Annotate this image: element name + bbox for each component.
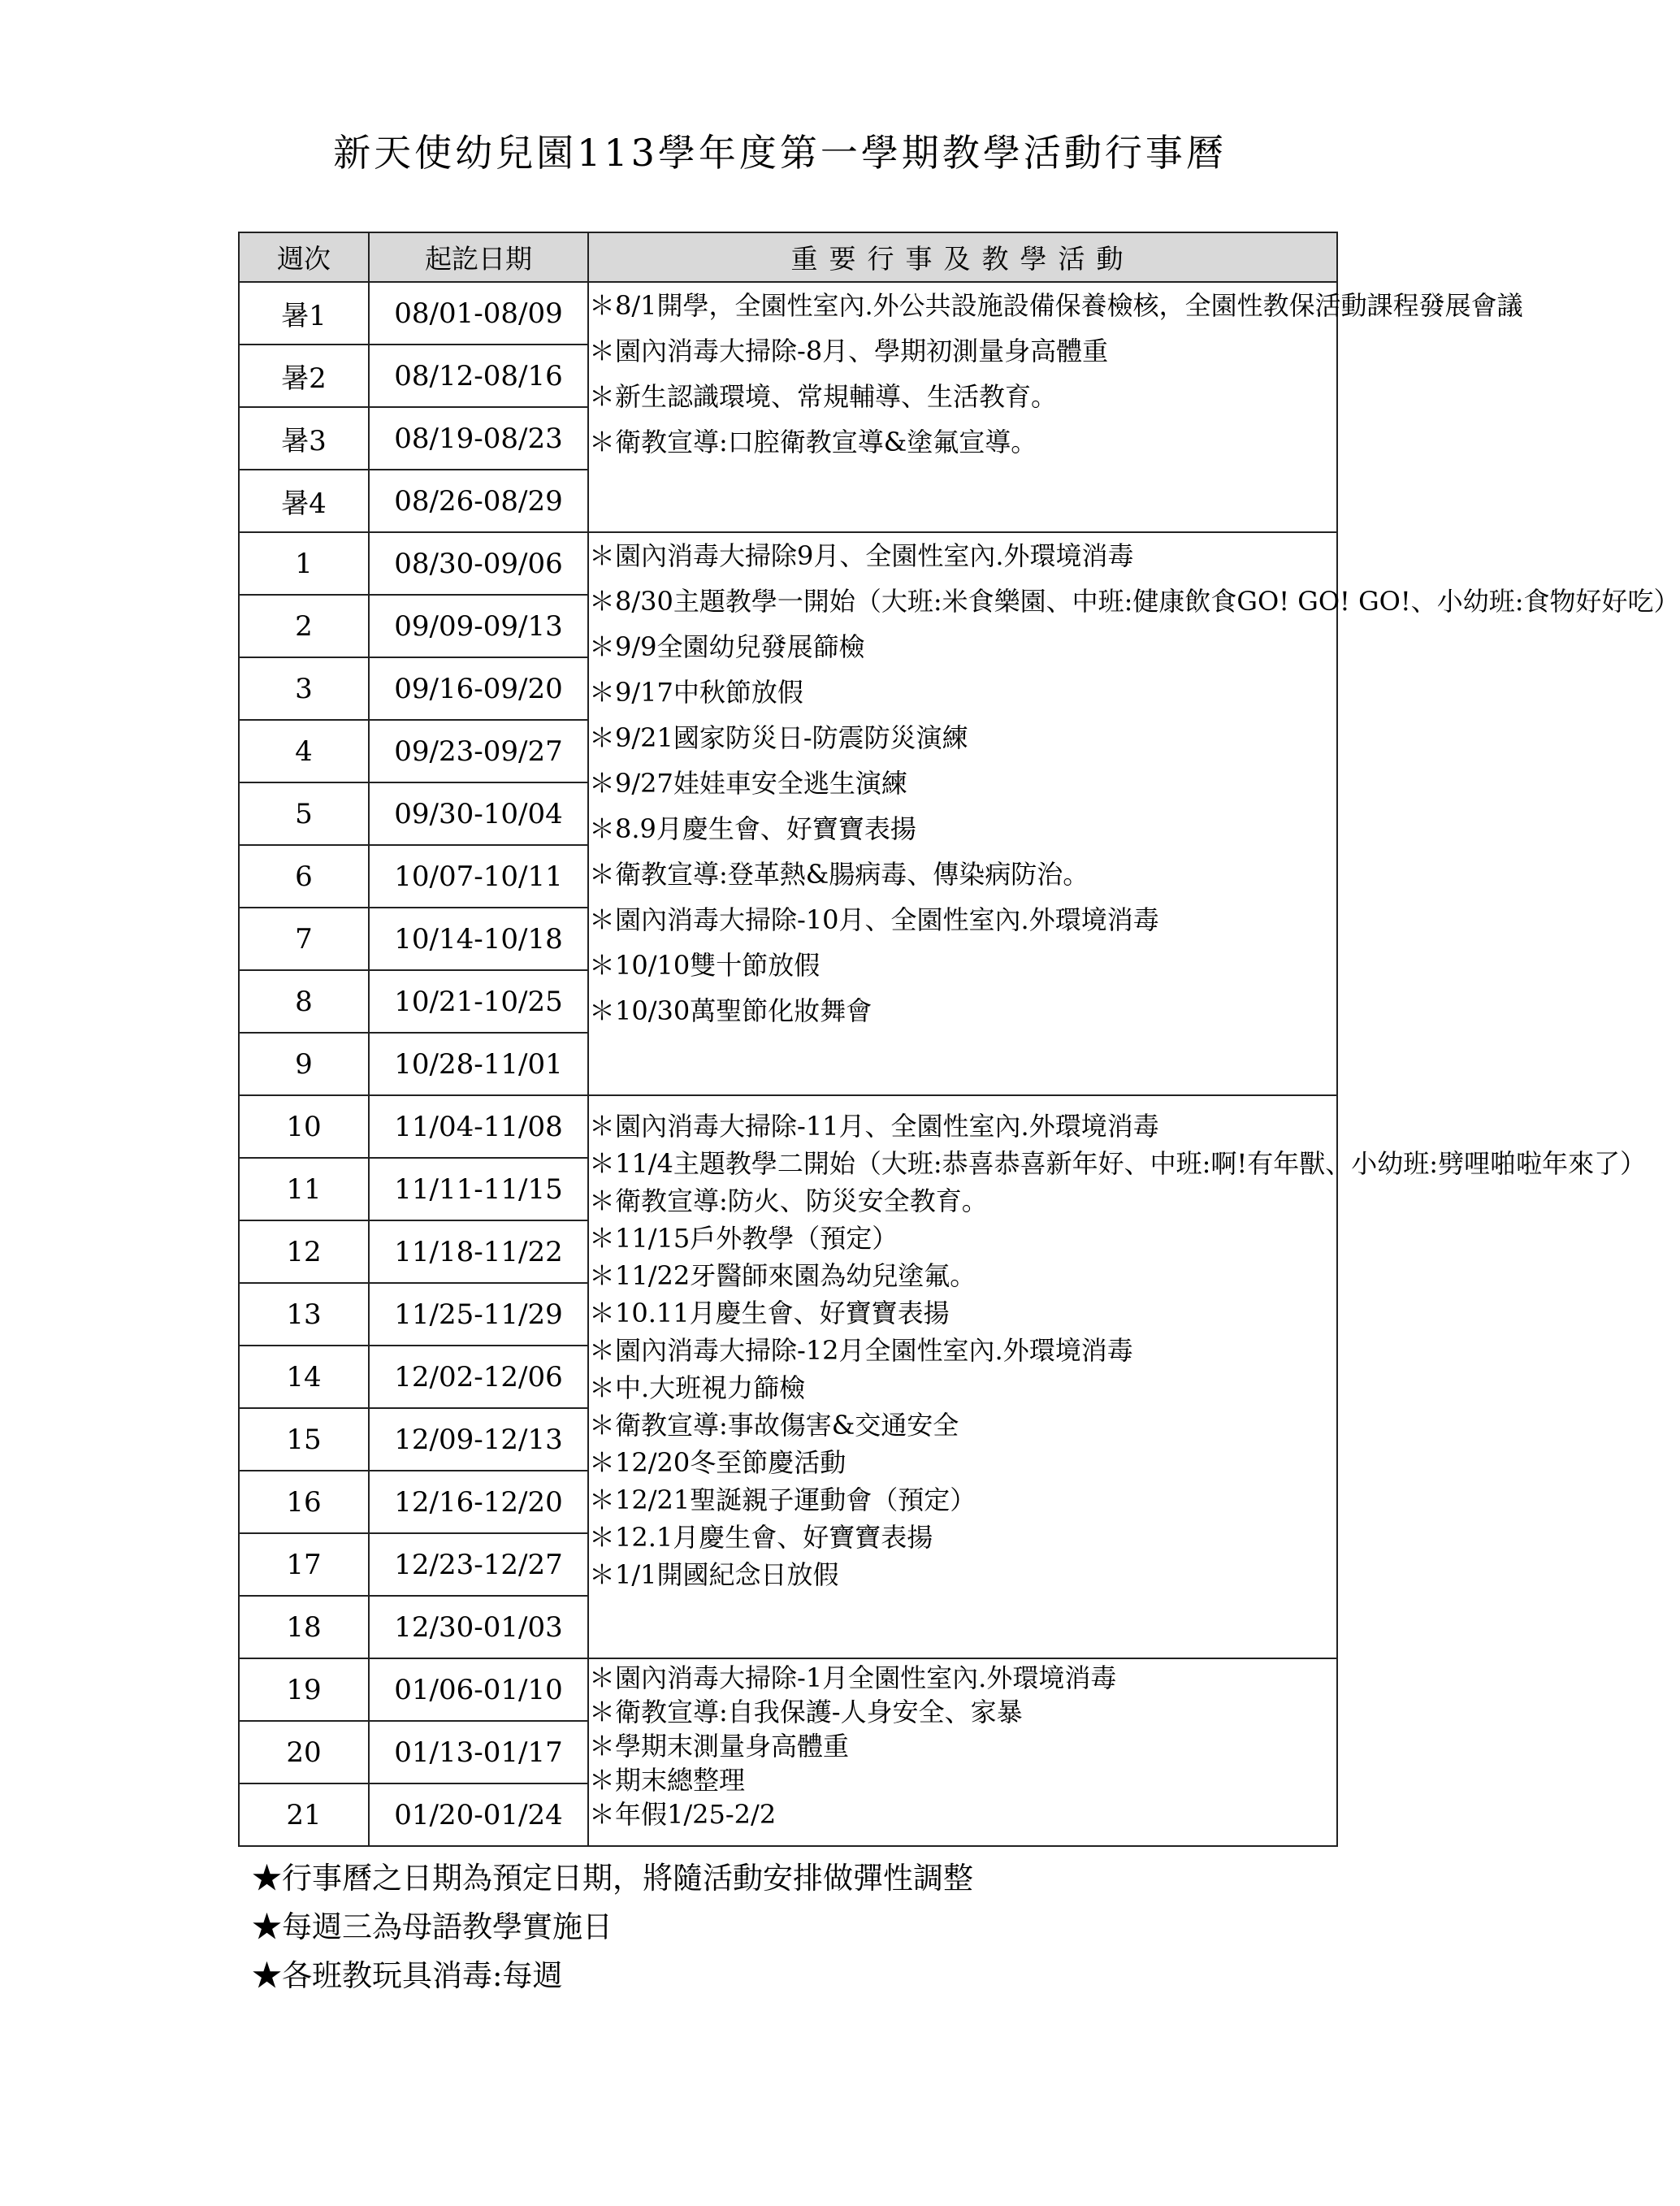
dates-cell: 08/19-08/23 <box>369 407 588 470</box>
week-cell: 暑3 <box>239 407 369 470</box>
activity-line: ＊園內消毒大掃除-1月全園性室內.外環境消毒 <box>589 1662 1117 1693</box>
activity-calendar-table <box>238 232 1680 1847</box>
week-cell: 12 <box>239 1220 369 1283</box>
week-cell: 11 <box>239 1158 369 1220</box>
activity-line: ＊期末總整理 <box>589 1765 746 1796</box>
dates-cell: 01/13-01/17 <box>369 1721 588 1783</box>
dates-cell: 09/23-09/27 <box>369 720 588 782</box>
week-cell: 暑4 <box>239 470 369 532</box>
dates-cell: 10/07-10/11 <box>369 845 588 908</box>
week-cell: 19 <box>239 1658 369 1721</box>
week-cell: 3 <box>239 657 369 720</box>
dates-cell: 10/28-11/01 <box>369 1033 588 1095</box>
dates-cell: 08/01-08/09 <box>369 282 588 345</box>
week-cell: 1 <box>239 532 369 595</box>
page-title: 新天使幼兒園113學年度第一學期教學活動行事曆 <box>333 131 1227 175</box>
week-cell: 暑2 <box>239 345 369 407</box>
dates-cell: 08/30-09/06 <box>369 532 588 595</box>
activity-line: ＊衛教宣導:口腔衛教宣導&塗氟宣導。 <box>589 427 1037 457</box>
activities-cell-summer <box>588 282 1523 532</box>
dates-cell: 11/18-11/22 <box>369 1220 588 1283</box>
week-cell: 17 <box>239 1533 369 1596</box>
activity-line: ＊12.1月慶生會、好寶寶表揚 <box>589 1522 933 1553</box>
activity-line: ＊1/1開國紀念日放假 <box>589 1559 839 1590</box>
dates-cell: 11/25-11/29 <box>369 1283 588 1346</box>
table-row <box>239 532 1337 595</box>
dates-cell: 12/02-12/06 <box>369 1346 588 1408</box>
week-cell: 10 <box>239 1095 369 1158</box>
dates-cell: 09/16-09/20 <box>369 657 588 720</box>
header-dates: 起訖日期 <box>369 232 588 282</box>
activity-line: ＊9/27娃娃車安全逃生演練 <box>589 768 907 799</box>
activity-line: ＊11/4主題教學二開始（大班:恭喜恭喜新年好、中班:啊!有年獸、小幼班:劈哩啪啦年來了） <box>589 1148 1647 1179</box>
week-cell: 2 <box>239 595 369 657</box>
dates-cell: 12/23-12/27 <box>369 1533 588 1596</box>
footnote: ★各班教玩具消毒:每週 <box>252 1958 563 1993</box>
dates-cell: 09/09-09/13 <box>369 595 588 657</box>
week-cell: 4 <box>239 720 369 782</box>
activity-line: ＊園內消毒大掃除-8月、學期初測量身高體重 <box>589 336 1109 366</box>
dates-cell: 09/30-10/04 <box>369 782 588 845</box>
activity-line: ＊衛教宣導:事故傷害&交通安全 <box>589 1410 959 1441</box>
activity-line: ＊園內消毒大掃除9月、全園性室內.外環境消毒 <box>589 540 1134 571</box>
week-cell: 15 <box>239 1408 369 1471</box>
activity-line: ＊9/17中秋節放假 <box>589 677 803 708</box>
dates-cell: 01/20-01/24 <box>369 1783 588 1846</box>
activity-line: ＊12/20冬至節慶活動 <box>589 1447 846 1478</box>
activity-line: ＊年假1/25-2/2 <box>589 1799 777 1830</box>
footnote: ★每週三為母語教學實施日 <box>252 1909 613 1944</box>
activity-line: ＊園內消毒大掃除-10月、全園性室內.外環境消毒 <box>589 904 1159 935</box>
dates-cell: 08/26-08/29 <box>369 470 588 532</box>
activity-line: ＊10/30萬聖節化妝舞會 <box>589 995 872 1026</box>
activity-line: ＊衛教宣導:自我保護-人身安全、家暴 <box>589 1697 1023 1727</box>
activity-line: ＊8/1開學，全園性室內.外公共設施設備保養檢核，全園性教保活動課程發展會議 <box>589 290 1523 321</box>
footnote: ★行事曆之日期為預定日期，將隨活動安排做彈性調整 <box>252 1861 973 1896</box>
week-cell: 7 <box>239 908 369 970</box>
dates-cell: 12/30-01/03 <box>369 1596 588 1658</box>
activities-cell-weeks-19-21 <box>588 1658 1337 1846</box>
week-cell: 16 <box>239 1471 369 1533</box>
activity-line: ＊12/21聖誕親子運動會（預定） <box>589 1484 976 1515</box>
week-cell: 暑1 <box>239 282 369 345</box>
activity-line: ＊園內消毒大掃除-11月、全園性室內.外環境消毒 <box>589 1111 1159 1142</box>
header-week: 週次 <box>239 232 369 282</box>
week-cell: 9 <box>239 1033 369 1095</box>
week-cell: 21 <box>239 1783 369 1846</box>
activity-line: ＊10/10雙十節放假 <box>589 950 821 981</box>
activities-cell-weeks-1-9 <box>588 532 1680 1095</box>
activity-line: ＊園內消毒大掃除-12月全園性室內.外環境消毒 <box>589 1335 1133 1366</box>
dates-cell: 12/16-12/20 <box>369 1471 588 1533</box>
dates-cell: 12/09-12/13 <box>369 1408 588 1471</box>
week-cell: 20 <box>239 1721 369 1783</box>
dates-cell: 11/04-11/08 <box>369 1095 588 1158</box>
activity-line: ＊9/21國家防災日-防震防災演練 <box>589 722 968 753</box>
header-activities: 重要行事及教學活動 <box>588 232 1337 282</box>
dates-cell: 10/21-10/25 <box>369 970 588 1033</box>
activity-line: ＊學期末測量身高體重 <box>589 1731 850 1762</box>
week-cell: 13 <box>239 1283 369 1346</box>
activity-line: ＊新生認識環境、常規輔導、生活教育。 <box>589 381 1058 412</box>
week-cell: 6 <box>239 845 369 908</box>
dates-cell: 01/06-01/10 <box>369 1658 588 1721</box>
dates-cell: 08/12-08/16 <box>369 345 588 407</box>
table-row <box>239 1095 1337 1158</box>
activity-line: ＊11/22牙醫師來園為幼兒塗氟。 <box>589 1260 976 1291</box>
footnotes <box>252 1854 973 2000</box>
dates-cell: 10/14-10/18 <box>369 908 588 970</box>
dates-cell: 11/11-11/15 <box>369 1158 588 1220</box>
activity-line: ＊中.大班視力篩檢 <box>589 1372 806 1403</box>
activity-line: ＊8/30主題教學一開始（大班:米食樂園、中班:健康飲食GO! GO! GO!、小幼班:食物好好吃） <box>589 586 1680 617</box>
week-cell: 14 <box>239 1346 369 1408</box>
activity-line: ＊11/15戶外教學（預定） <box>589 1223 898 1254</box>
activity-line: ＊8.9月慶生會、好寶寶表揚 <box>589 813 916 844</box>
week-cell: 8 <box>239 970 369 1033</box>
week-cell: 5 <box>239 782 369 845</box>
table-header-row <box>239 232 1337 282</box>
activities-cell-weeks-10-18 <box>588 1095 1647 1658</box>
activity-line: ＊9/9全園幼兒發展篩檢 <box>589 631 865 662</box>
table-row <box>239 1658 1337 1721</box>
week-cell: 18 <box>239 1596 369 1658</box>
table-row <box>239 282 1337 345</box>
activity-line: ＊衛教宣導:登革熱&腸病毒、傳染病防治。 <box>589 859 1089 890</box>
activity-line: ＊衛教宣導:防火、防災安全教育。 <box>589 1185 988 1216</box>
activity-line: ＊10.11月慶生會、好寶寶表揚 <box>589 1298 950 1328</box>
